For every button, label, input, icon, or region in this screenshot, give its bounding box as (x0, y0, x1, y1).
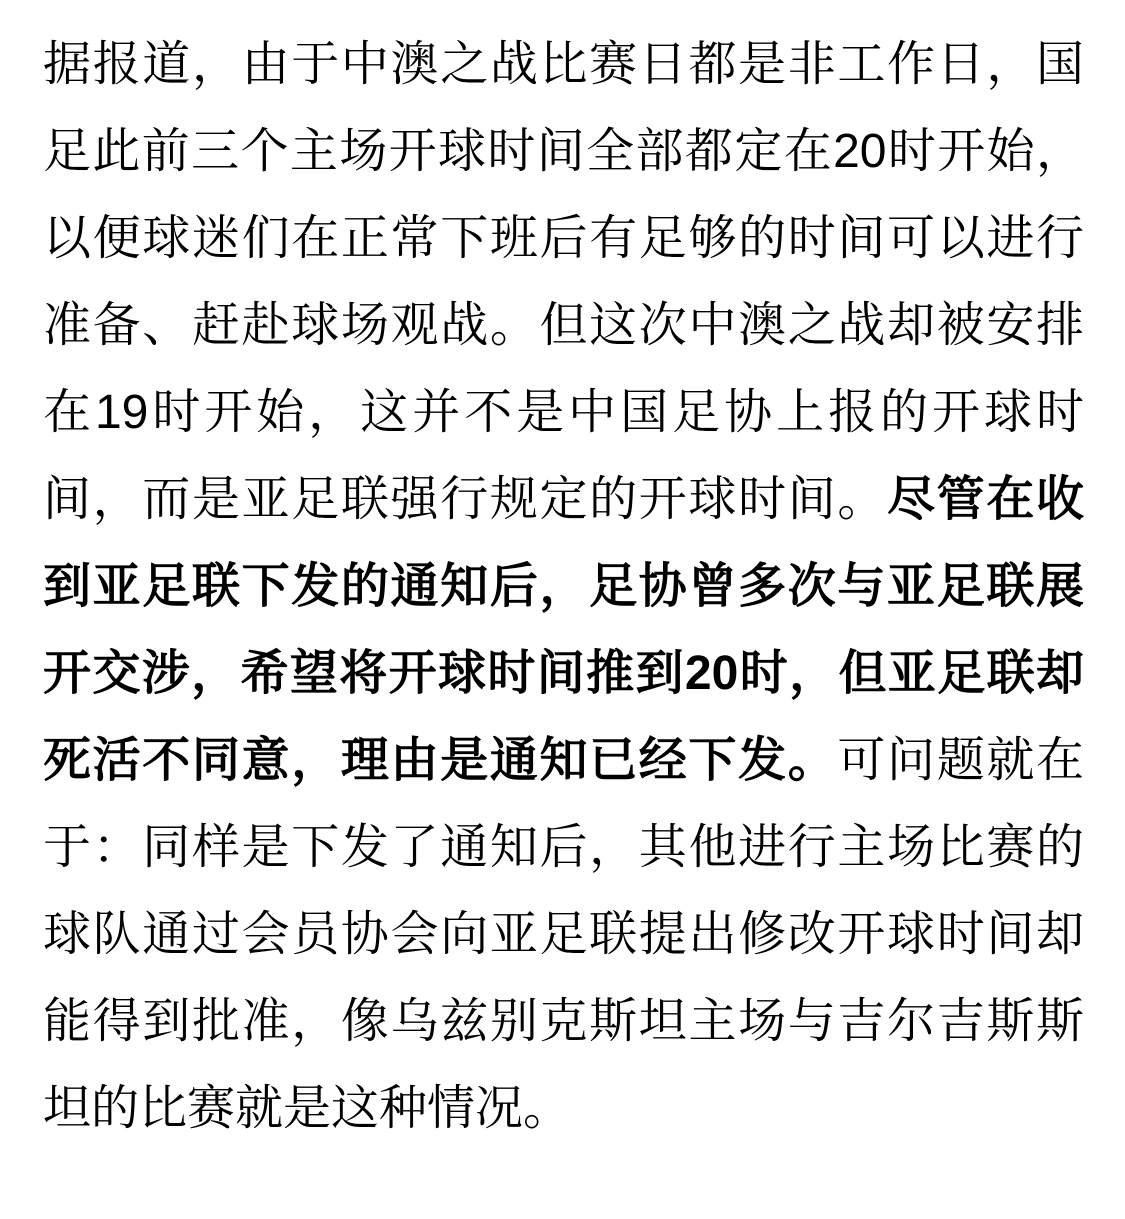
article-paragraph (43, 21, 1084, 1152)
article-text-segment-1: 据报道，由于中澳之战比赛日都是非工作日，国足此前三个主场开球时间全部都定在20时开始，以便球迷们在正常下班后有足够的时间可以进行准备、赶赴球场观战。但这次中澳之战却被安排在19时开始，这并不是中国足协上报的开球时间，而是亚足联强行规定的开球时间。 (43, 38, 1084, 526)
article-text-segment-bold: 尽管在收到亚足联下发的通知后，足协曾多次与亚足联展开交涉，希望将开球时间推到20时，但亚足联却死活不同意，理由是通知已经下发。 (43, 473, 1084, 787)
article-text-segment-2: 可问题就在于：同样是下发了通知后，其他进行主场比赛的球队通过会员协会向亚足联提出修改开球时间却能得到批准，像乌兹别克斯坦主场与吉尔吉斯斯坦的比赛就是这种情况。 (43, 734, 1084, 1135)
